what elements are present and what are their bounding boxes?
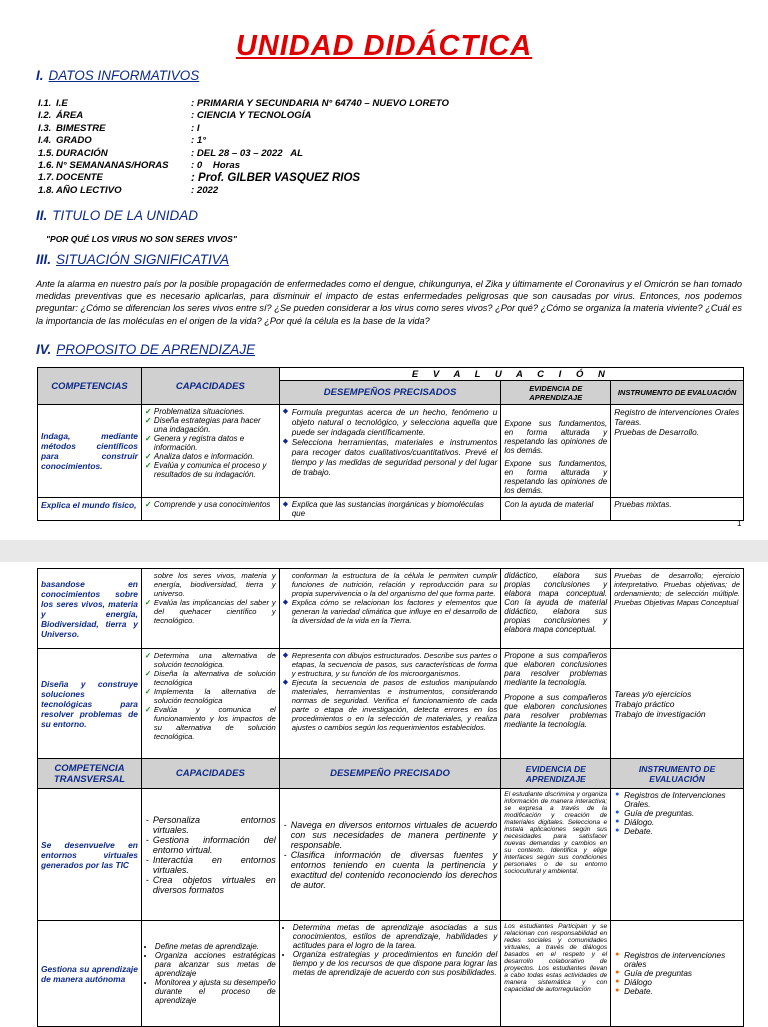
performance-item: ◆ Explica cómo se relacionan los factores y elementos que generan la variedad climática que influye en el desarrollo de la diversidad de la vida en la Tierra.: [292, 598, 498, 625]
capacity-item: ✓ Implementa la alternativa de solución tecnológica: [154, 687, 276, 705]
performance-item: ◆ Explica que las sustancias inorgánicas y biomoléculas que: [292, 500, 498, 518]
instrument-cell: [611, 789, 744, 921]
instrument-cell: [611, 921, 744, 1027]
instrument-item: ● Diálogo.: [624, 818, 740, 827]
competency-cell: basandose en conocimientos sobre los seres vivos, materia y energía, Biodiversidad, tierra y Universo.: [38, 569, 142, 649]
evidence-cell: Los estudiantes Participan y se relacionan con responsabilidad en redes sociales y comunidades virtuales, a través de diálogos basados en el respeto y el desarrollo colaborativo de proyectos. Los estudiantes llevan a cabo todas estas actividades de manera sistemática y con capacidad de autorregulación: [501, 921, 611, 1027]
page-number: 1: [737, 519, 742, 528]
info-row: [38, 110, 449, 122]
capacity-item: ✓ Diseña la alternativa de solución tecnológica: [154, 669, 276, 687]
header-competencias: COMPETENCIAS: [38, 368, 142, 405]
info-row: [38, 148, 449, 160]
info-key: BIMESTRE: [56, 122, 106, 134]
performance-item: ◆ Representa con dibujos estructurados. Describe sus partes o etapas, la secuencia de pasos, sus características de forma y estructura, y su función de los microorganismos.: [292, 651, 498, 678]
performance-item: ◆ Selecciona herramientas, materiales e instrumentos para recoger datos cualitativos/cuantitativos. Prevé el tiempo y las medidas de seguridad personal y del lugar de trabajo.: [292, 437, 498, 477]
info-value: : DEL 28 – 03 – 2022 AL: [191, 147, 303, 159]
info-number: 1.6.: [38, 159, 55, 171]
info-number: 1.7.: [38, 172, 55, 184]
situation-paragraph: Ante la alarma en nuestro país por la posible propagación de enfermedades como el dengue, chikungunya, el Zika y últimamente el Coronavirus y el Omicrón se han tomado medidas preventivas que es necesario aplicarlas, para disminuir el impacto de estas enfermedades peligrosas que son causadas por virus. Entonces, nos podemos preguntar: ¿Cómo se diferencian los seres vivos entre sí? ¿Se pueden considerar a los virus como seres vivos? ¿Por qué? ¿Cómo se organiza la materia viviente? ¿Cuál es la importancia de las moléculas en el origen de la vida? ¿Por qué la célula es la base de la vida?: [36, 279, 742, 326]
evidence-cell: Con la ayuda de material: [501, 498, 611, 521]
capacity-item: ✓ Evalúa las implicancias del saber y del quehacer científico y tecnológico.: [154, 598, 276, 625]
header-competencia-transversal: COMPETENCIA TRANSVERSAL: [38, 759, 142, 789]
capacities-cell: [141, 649, 279, 759]
capacity-item: • Organiza acciones estratégicas para alcanzar sus metas de aprendizaje: [155, 951, 276, 978]
instrument-text: Pruebas de Desarrollo.: [614, 427, 700, 437]
competencies-table: [37, 367, 744, 521]
info-row: [38, 123, 449, 135]
instrument-cell: Pruebas de desarrollo; ejercicio interpretativo. Pruebas objetivas; de ordenamiento; de selección múltiple. Pruebas Objetivas Mapas Conceptual: [611, 569, 744, 649]
info-row: [38, 172, 449, 184]
capacity-item: sobre los seres vivos, materia y energía, biodiversidad, tierra y universo.: [153, 571, 276, 598]
instrument-item: ● Guía de preguntas.: [624, 809, 740, 818]
performance-cell: [279, 569, 501, 649]
instrument-cell: [611, 649, 744, 759]
info-row: [38, 185, 449, 197]
info-key: ÁREA: [56, 110, 84, 122]
header-evaluacion: E V A L U A C I Ó N: [279, 368, 743, 381]
competency-cell: Se desenvuelve en entornos virtuales generados por las TIC: [38, 789, 142, 921]
info-key: I.E: [56, 98, 68, 109]
capacity-item: ✓ Determina una alternativa de solución tecnológica.: [154, 651, 276, 669]
competency-cell: Diseña y construye soluciones tecnológicas para resolver problemas de su entorno.: [38, 649, 142, 759]
page-2: [0, 562, 768, 1024]
capacity-item: ✓ Evalúa y comunica el funcionamiento y los impactos de su alternativa de solución tecnológica.: [154, 705, 276, 741]
capacity-item: • Define metas de aprendizaje.: [155, 942, 276, 951]
capacity-item: ✓ Comprende y usa conocimientos: [154, 500, 276, 509]
document-title: UNIDAD DIDÁCTICA: [235, 30, 533, 62]
section-2-heading: [36, 208, 198, 223]
instrument-item: ● Guía de preguntas: [624, 969, 740, 978]
section-number: I.: [36, 68, 44, 83]
competency-cell: Indaga, mediante métodos científicos para construir conocimientos.: [38, 405, 142, 498]
capacity-item: • Monitorea y ajusta su desempeño durante el proceso de aprendizaje: [155, 978, 276, 1005]
page-gap: [0, 540, 768, 562]
info-key: DOCENTE: [56, 172, 103, 184]
performance-item: ◆ Formula preguntas acerca de un hecho, fenómeno u objeto natural o tecnológico, y selecciona aquella que puede ser indagada científicamente.: [292, 407, 498, 437]
info-value: : I: [191, 122, 200, 134]
competency-cell: Explica el mundo físico,: [38, 498, 142, 521]
info-value: : 0 Horas: [191, 159, 241, 171]
info-row: [38, 98, 449, 110]
capacities-cell: [141, 569, 279, 649]
info-value: : CIENCIA Y TECNOLOGÍA: [191, 110, 312, 122]
evidence-text: Propone a sus compañeros que elaboren conclusiones para resolver problemas mediante la tecnología.: [504, 693, 608, 729]
info-value: : 2022: [191, 184, 219, 196]
info-number: I.1.: [38, 98, 52, 109]
section-number: IV.: [36, 342, 52, 357]
performance-cell: [279, 649, 501, 759]
instrument-item: ● Debate.: [624, 827, 740, 836]
section-label: SITUACIÓN SIGNIFICATIVA: [56, 252, 230, 267]
info-number: I.4.: [38, 135, 52, 147]
header-evidencia: EVIDENCIA DE APRENDIZAJE: [501, 759, 611, 789]
capacities-cell: [141, 498, 279, 521]
info-key: GRADO: [56, 135, 92, 147]
evidence-text: Expone sus fundamentos, en forma alturada y respetando las opiniones de los demás.: [504, 419, 608, 455]
capacity-item: - Personaliza entornos virtuales.: [153, 815, 276, 835]
instrument-text: Tareas y/o ejercicios: [614, 688, 692, 699]
performance-cell: [279, 789, 501, 921]
info-value: : 1°: [191, 135, 207, 147]
capacities-cell: [141, 921, 279, 1027]
header-capacidades: CAPACIDADES: [141, 368, 279, 405]
info-number: I.3.: [38, 122, 52, 134]
competency-cell: Gestiona su aprendizaje de manera autónoma: [38, 921, 142, 1027]
info-row: [38, 135, 449, 147]
evidence-cell: El estudiante discrimina y organiza información de manera interactiva; se expresa a través de la modificación y creación de materiales digitales. Selecciona e instala aplicaciones según sus necesidades para satisfacer nuevas demandas y cambios en su contexto. Identifica y elige interfaces según sus condiciones personales o de su entorno sociocultural y ambiental.: [501, 789, 611, 921]
instrument-text: Registro de intervenciones Orales: [614, 407, 740, 417]
header-instrumento: INSTRUMENTO DE EVALUACIÓN: [611, 759, 744, 789]
instrument-item: ● Diálogo: [624, 978, 740, 987]
performance-cell: [279, 405, 501, 498]
info-number: I.2.: [38, 110, 52, 122]
instrument-item: ● Registros de intervenciones orales: [624, 951, 740, 969]
info-list: [38, 98, 449, 197]
performance-item: conforman la estructura de la célula le permiten cumplir funciones de nutrición, relación y reproducción para su propia supervivencia o la del organismo del que forma parte.: [291, 571, 498, 598]
capacity-item: ✓ Genera y registra datos e información.: [154, 434, 276, 452]
evidence-text: Propone a sus compañeros que elaboren conclusiones para resolver problemas mediante la tecnología.: [504, 651, 608, 687]
info-key: AÑO LECTIVO: [56, 184, 122, 196]
capacity-item: ✓ Problematiza situaciones.: [154, 407, 276, 416]
capacity-item: ✓ Evalúa y comunica el proceso y resultados de su indagación.: [154, 461, 276, 479]
section-label: DATOS INFORMATIVOS: [48, 68, 200, 83]
capacities-cell: [141, 789, 279, 921]
performance-cell: [279, 921, 501, 1027]
info-key: N° SEMANANAS/HORAS: [56, 159, 169, 171]
performance-item: - Navega en diversos entornos virtuales de acuerdo con sus necesidades de manera pertinente y responsable.: [291, 820, 498, 850]
info-value: : Prof. GILBER VASQUEZ RIOS: [191, 172, 361, 185]
evidence-cell: didáctico, elabora sus propias conclusiones y elabora mapa conceptual. Con la ayuda de material didáctico, elabora sus propias conclusiones y elabora mapa conceptual.: [501, 569, 611, 649]
capacity-item: ✓ Analiza datos e información.: [154, 452, 276, 461]
competencies-table-continued: [37, 568, 744, 1027]
instrument-cell: Pruebas mixtas.: [611, 498, 744, 521]
instrument-text: Trabajo de investigación: [614, 708, 706, 719]
instrument-text: Tareas.: [614, 417, 642, 427]
info-row: [38, 160, 449, 172]
performance-item: - Clasifica información de diversas fuentes y entornos teniendo en cuenta la pertinencia y exactitud del contenido reconociendo los derechos de autor.: [291, 850, 498, 890]
performance-item: • Organiza estrategias y procedimientos en función del tiempo y de los recursos de que dispone para lograr las metas de aprendizaje de acuerdo con sus posibilidades.: [293, 950, 498, 977]
performance-item: ◆ Ejecuta la secuencia de pasos de estudios manipulando materiales, herramientas e instrumentos, considerando normas de seguridad. Verifica el funcionamiento de cada parte o etapa de investigación, detecta errores en los procedimientos o en la selección de materiales, y realiza ajustes o cambios según los requerimientos establecidos.: [292, 678, 498, 732]
info-number: 1.5.: [38, 147, 55, 159]
section-label: TITULO DE LA UNIDAD: [52, 208, 199, 223]
instrument-cell: [611, 405, 744, 498]
section-3-heading: [36, 252, 229, 267]
header-desempeno: DESEMPEÑO PRECISADO: [279, 759, 501, 789]
header-desempenos: DESEMPEÑOS PRECISADOS: [279, 381, 501, 405]
evidence-text: Expone sus fundamentos, en forma alturada y respetando las opiniones de los demás.: [504, 459, 608, 495]
capacities-cell: [141, 405, 279, 498]
instrument-item: ● Debate.: [624, 987, 740, 996]
capacity-item: - Crea objetos virtuales en diversos formatos: [153, 875, 276, 895]
header-evidencia: EVIDENCIA DE APRENDIZAJE: [501, 381, 611, 405]
section-1-heading: [36, 68, 199, 83]
capacity-item: ✓ Diseña estrategias para hacer una indagación.: [154, 416, 276, 434]
instrument-text: Trabajo práctico: [614, 698, 675, 709]
performance-cell: [279, 498, 501, 521]
header-capacidades: CAPACIDADES: [141, 759, 279, 789]
evidence-cell: [501, 405, 611, 498]
capacity-item: - Gestiona información del entorno virtual.: [153, 835, 276, 855]
section-number: III.: [36, 252, 52, 267]
section-number: II.: [36, 208, 48, 223]
info-key: DURACIÓN: [56, 147, 108, 159]
evidence-cell: [501, 649, 611, 759]
section-label: PROPOSITO DE APRENDIZAJE: [56, 342, 256, 357]
instrument-item: ● Registros de Intervenciones Orales.: [624, 791, 740, 809]
section-4-heading: [36, 342, 255, 357]
capacity-item: - Interactúa en entornos virtuales.: [153, 855, 276, 875]
unit-title: "POR QUÉ LOS VIRUS NO SON SERES VIVOS": [46, 234, 237, 244]
header-instrumento: INSTRUMENTO DE EVALUACIÓN: [611, 381, 744, 405]
info-number: 1.8.: [38, 184, 55, 196]
performance-item: • Determina metas de aprendizaje asociadas a sus conocimientos, estilos de aprendizaje, habilidades y actitudes para el logro de la tarea.: [293, 923, 498, 950]
info-value: : PRIMARIA Y SECUNDARIA N° 64740 – NUEVO LORETO: [191, 98, 449, 109]
